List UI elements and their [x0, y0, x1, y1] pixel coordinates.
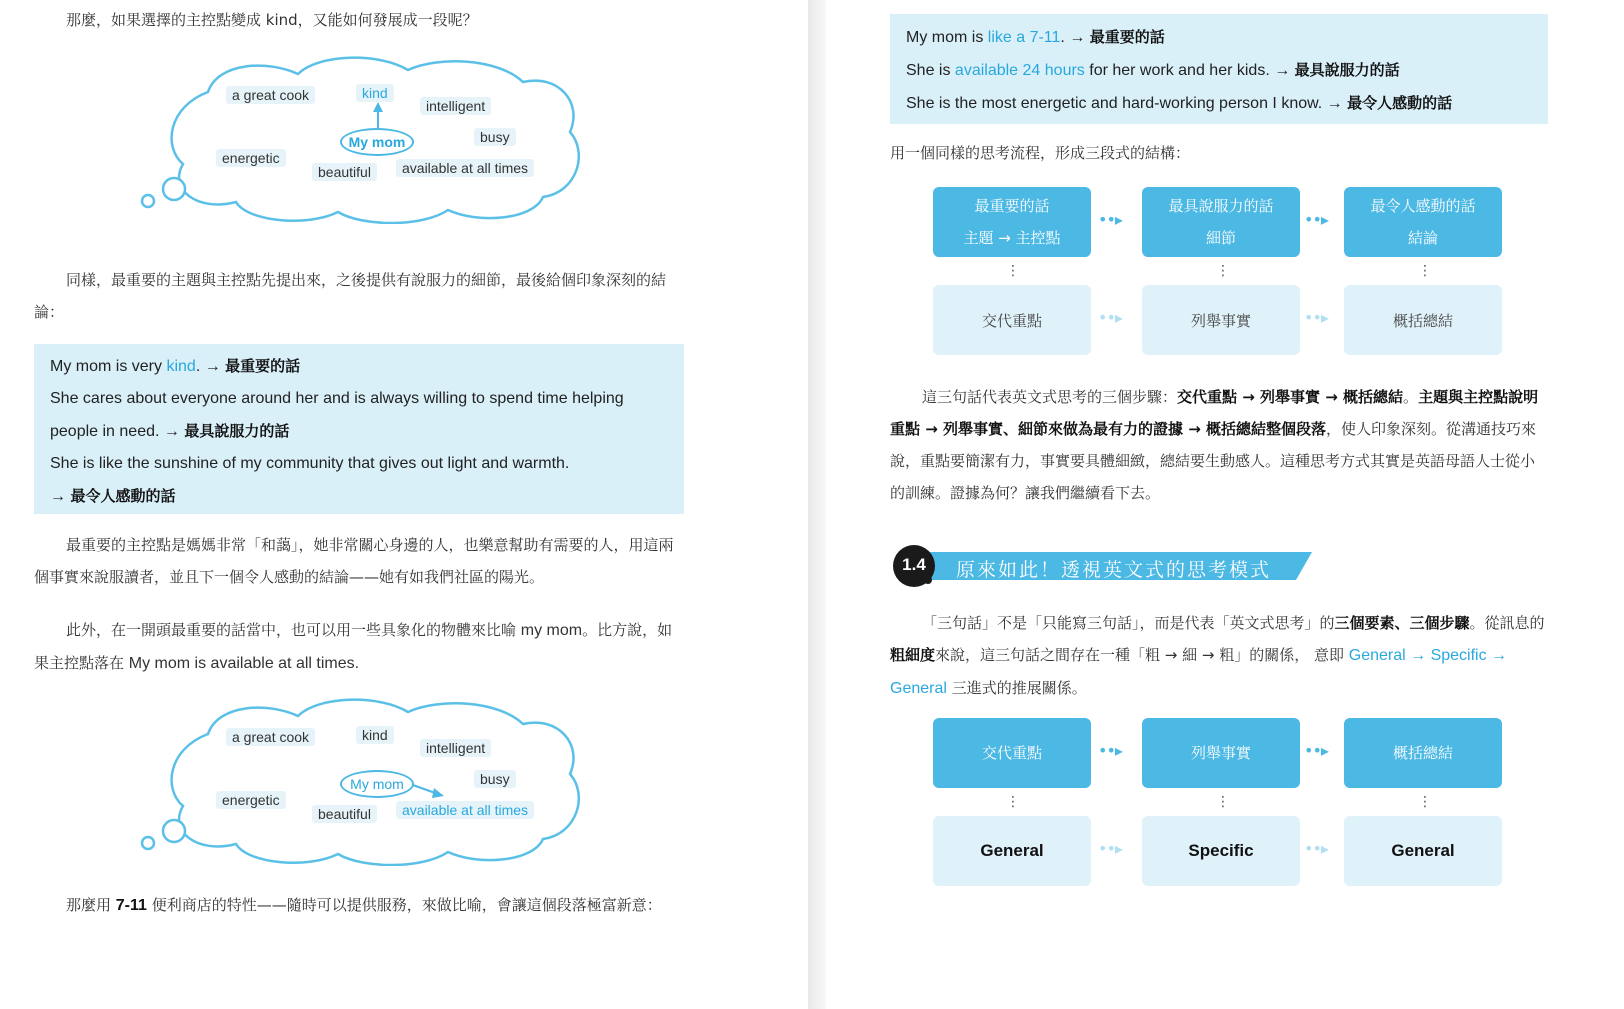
text-run: 粗細度	[890, 646, 936, 664]
highlight-text: General → Specific → General	[890, 647, 1508, 697]
word-tag: a great cook	[226, 728, 315, 746]
label-bold: 最重要的話	[1089, 28, 1165, 46]
left-page	[0, 0, 808, 1009]
highlight-text: available 24 hours	[954, 62, 1085, 79]
box-label: 概括總結	[1392, 744, 1453, 762]
label-bold: 最令人感動的話	[70, 487, 176, 505]
box-label: 概括總結	[1392, 311, 1453, 330]
text-run: 主題與主控點說明重點 → 列舉事實、細節來做為最有力的證據 → 概括總結整個段落	[890, 388, 1539, 438]
flow-arrow-icon: ••▸	[1304, 839, 1328, 858]
example-text: My mom is	[906, 29, 988, 46]
flow-arrow-icon: ••▸	[1304, 210, 1328, 229]
flow-box-top	[1344, 718, 1502, 788]
flow-box-bottom	[1142, 285, 1300, 355]
box-label: General	[1391, 841, 1455, 860]
flow-box-top	[1344, 187, 1502, 257]
flow-box-bottom	[933, 816, 1091, 886]
flow-arrow-icon: ••▸	[1304, 308, 1328, 327]
box-label: 主題 → 主控點	[963, 229, 1061, 247]
flow-arrow-icon: ••▸	[1098, 839, 1122, 858]
flow-box-top	[933, 718, 1091, 788]
cloud-center: My mom	[340, 128, 414, 156]
box-label: 交代重點	[981, 311, 1042, 330]
box-label: 最重要的話	[974, 197, 1050, 215]
highlight-text: like a 7-11	[987, 29, 1061, 46]
label-bold: 最重要的話	[225, 357, 301, 375]
paragraph-4	[34, 889, 684, 922]
intro-text: 那麼，如果選擇的主控點變成 kind，又能如何發展成一段呢？	[66, 11, 478, 29]
word-tag: kind	[356, 726, 394, 744]
thought-cloud-2	[138, 694, 598, 866]
word-tag: busy	[474, 128, 516, 146]
text-run: 便利商店的特性——隨時可以提供服務，來做比喻，會讓這個段落極富新意：	[146, 896, 662, 914]
box-label: Specific	[1188, 841, 1254, 860]
text-run: 此外，在一開頭最重要的話當中，也可以用一些具象化的物體來比喻	[66, 621, 521, 639]
section-title: 原來如此！透視英文式的思考模式	[956, 559, 1272, 581]
section-number: 1.4	[902, 555, 926, 574]
label-bold: 最具說服力的話	[184, 422, 290, 440]
text-run: my mom	[520, 622, 583, 639]
flow-box-bottom	[1344, 816, 1502, 886]
word-tag: intelligent	[420, 739, 491, 757]
paragraph-model	[890, 607, 1548, 705]
word-tag-highlighted: available at all times	[396, 801, 534, 819]
box-label: 最具說服力的話	[1168, 197, 1274, 215]
box-label: 列舉事實	[1190, 311, 1251, 330]
cloud-center: My mom	[340, 770, 414, 798]
text-run: 「三句話」不是「只能寫三句話」，而是代表「英文式思考」的	[922, 614, 1335, 632]
text-run: 。	[1403, 388, 1419, 406]
flow-arrow-icon: ••▸	[1098, 210, 1122, 229]
example-text: →	[50, 488, 71, 505]
example-box-right	[890, 14, 1548, 124]
example-text: . →	[1060, 29, 1090, 46]
text-run: 。比方說，如果主控點落在	[34, 621, 673, 672]
text-run: 三進式的推展關係。	[946, 679, 1087, 697]
vertical-dots-icon: ⋮	[1216, 263, 1230, 279]
right-page	[826, 0, 1624, 1009]
flow-arrow-icon: ••▸	[1098, 308, 1122, 327]
paragraph-3	[34, 614, 684, 680]
vertical-dots-icon: ⋮	[1216, 794, 1230, 810]
text-run: 這三句話代表英文式思考的三個步驟：	[922, 388, 1178, 406]
section-header	[892, 544, 1322, 588]
word-tag: beautiful	[312, 805, 377, 823]
paragraph-steps	[890, 381, 1548, 509]
word-tag-highlighted: kind	[356, 84, 394, 102]
word-tag: energetic	[216, 791, 286, 809]
example-text: She is	[906, 62, 955, 79]
word-tag: busy	[474, 770, 516, 788]
flow-box-bottom	[933, 285, 1091, 355]
label-bold: 最令人感動的話	[1347, 94, 1453, 112]
example-text: My mom is very	[50, 358, 167, 375]
text-run: 。從訊息的	[1469, 614, 1545, 632]
example-box-left	[34, 344, 684, 514]
vertical-dots-icon: ⋮	[1006, 794, 1020, 810]
paragraph-1: 同樣，最重要的主題與主控點先提出來，之後提供有說服力的細節，最後給個印象深刻的結論：	[34, 271, 667, 321]
flow-box-top	[1142, 718, 1300, 788]
highlight-text: kind	[166, 358, 196, 375]
word-tag: available at all times	[396, 159, 534, 177]
flow-box-top	[933, 187, 1091, 257]
thought-cloud-1	[138, 52, 598, 224]
box-label: 細節	[1205, 229, 1236, 247]
text-run: 交代重點 → 列舉事實 → 概括總結	[1177, 388, 1404, 406]
flow-intro: 用一個同樣的思考流程，形成三段式的結構：	[890, 144, 1191, 162]
flow-arrow-icon: ••▸	[1098, 741, 1122, 760]
text-run: My mom is available at all times.	[128, 655, 360, 672]
label-bold: 最具說服力的話	[1294, 61, 1400, 79]
vertical-dots-icon: ⋮	[1418, 263, 1432, 279]
vertical-dots-icon: ⋮	[1006, 263, 1020, 279]
text-run: ，使人印象深刻。從溝通技巧來說，重點要簡潔有力，事實要具體細緻，總結要生動感人。這種思考方式其實是英語母語人士從小的訓練。證據為何？讓我們繼續看下去。	[890, 420, 1537, 502]
text-run: 來說，這三句話之間存在一種「粗 → 細 → 粗」的關係， 意即	[935, 646, 1349, 664]
text-run: 那麼用	[66, 896, 116, 914]
example-text: for her work and her kids. →	[1084, 62, 1295, 79]
example-text: . →	[195, 358, 226, 375]
flow-box-bottom	[1142, 816, 1300, 886]
flow-box-top	[1142, 187, 1300, 257]
box-label: 列舉事實	[1190, 744, 1251, 762]
text-run: 7-11	[115, 897, 147, 914]
word-tag: intelligent	[420, 97, 491, 115]
example-text: She is like the sunshine of my community that gives out light and warmth.	[50, 455, 570, 472]
paragraph-2: 最重要的主控點是媽媽非常「和藹」，她非常關心身邊的人，也樂意幫助有需要的人，用這兩個事實來說服讀者，並且下一個令人感動的結論——她有如我們社區的陽光。	[34, 536, 674, 586]
box-label: General	[980, 841, 1044, 860]
box-label: 結論	[1407, 229, 1438, 247]
word-tag: a great cook	[226, 86, 315, 104]
vertical-dots-icon: ⋮	[1418, 794, 1432, 810]
word-tag: energetic	[216, 149, 286, 167]
text-run: 三個要素、三個步驟	[1334, 614, 1470, 632]
flow-box-bottom	[1344, 285, 1502, 355]
word-tag: beautiful	[312, 163, 377, 181]
example-text: people in need. →	[50, 423, 185, 440]
box-label: 交代重點	[981, 744, 1042, 762]
example-text: She cares about everyone around her and is always willing to spend time helping	[50, 390, 624, 407]
flow-arrow-icon: ••▸	[1304, 741, 1328, 760]
box-label: 最令人感動的話	[1370, 197, 1476, 215]
example-text: She is the most energetic and hard-working person I know. →	[906, 95, 1348, 112]
